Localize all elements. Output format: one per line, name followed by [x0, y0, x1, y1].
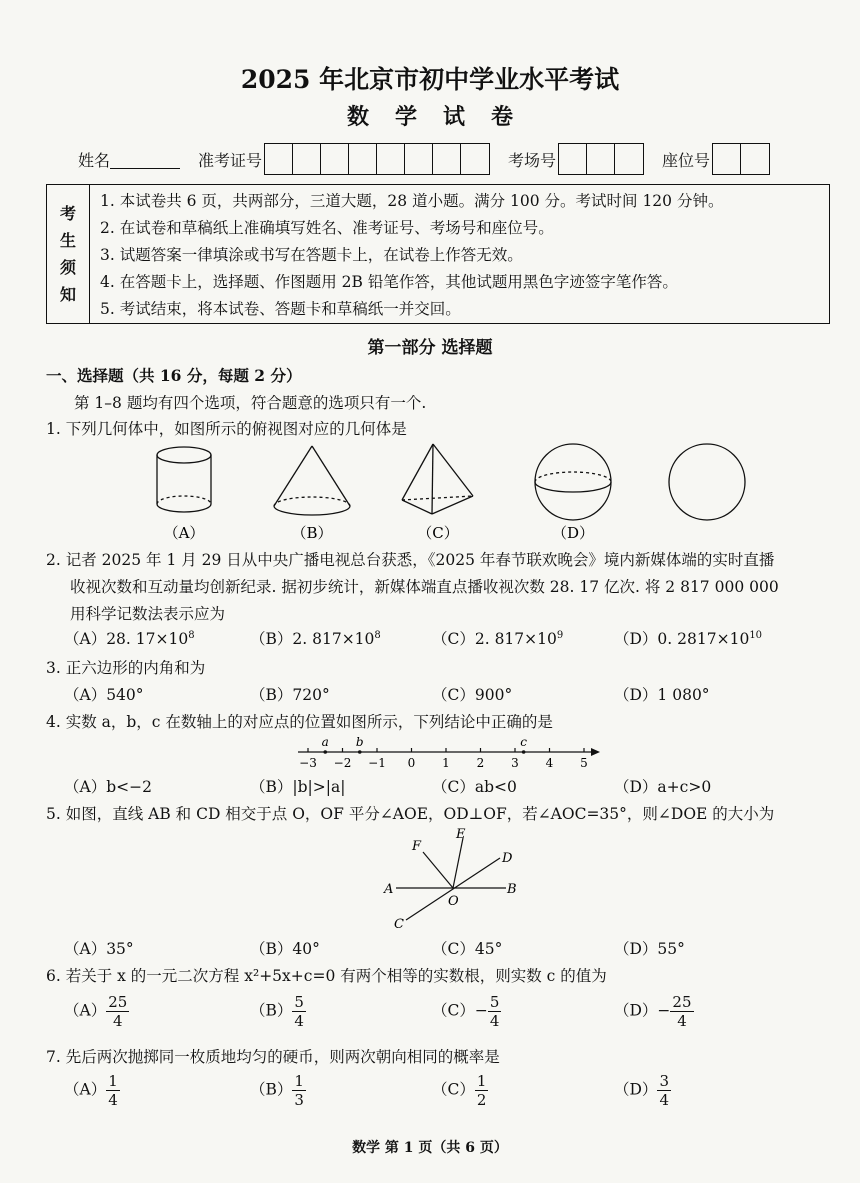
- label-d: D: [502, 851, 513, 866]
- room-label: 考场号: [508, 150, 557, 170]
- fraction: $\frac{25}{4}$: [672, 993, 692, 1030]
- label-f: F: [412, 839, 422, 854]
- question-4-option-a[interactable]: （A）b<−2: [64, 778, 152, 796]
- question-2-option-d[interactable]: （D）0. $2817\times 10^{10}$: [614, 629, 763, 648]
- sphere-figure: [535, 444, 611, 520]
- number-line-point-a: [323, 750, 327, 754]
- question-6-option-d[interactable]: （D）− $\frac{25}{4}$: [614, 993, 692, 1030]
- question-3-option-b[interactable]: （B）720°: [250, 686, 330, 704]
- ray-oe: [453, 838, 463, 888]
- number-line-arrow: [591, 748, 600, 756]
- question-3-option-d[interactable]: （D）1 080°: [614, 686, 710, 704]
- notice-label: 考 生 须 知: [47, 185, 90, 323]
- question-6-option-c[interactable]: （C）− $\frac{5}{4}$: [432, 993, 500, 1030]
- candidate-info-row: [78, 142, 770, 176]
- question-4-option-d[interactable]: （D）a+c>0: [614, 778, 712, 796]
- question-3-text: 3. 正六边形的内角和为: [46, 659, 206, 677]
- question-3-option-a[interactable]: （A）540°: [64, 686, 144, 704]
- number-line-tick-label: 4: [545, 756, 554, 770]
- name-label: 姓名: [78, 150, 111, 170]
- question-7-option-c[interactable]: （C） $\frac{1}{2}$: [432, 1072, 487, 1109]
- notice-item: 4. 在答题卡上，选择题、作图题用 2B 铅笔作答，其他试题用黑色字迹签字笔作答。: [100, 273, 678, 291]
- question-4-option-b[interactable]: （B）|b|>|a|: [250, 778, 346, 796]
- question-5-option-b[interactable]: （B）40°: [250, 940, 320, 958]
- notice-item: 1. 本试卷共 6 页，共两部分，三道大题，28 道小题。满分 100 分。考试时间 120 分钟。: [100, 192, 724, 210]
- notice-item: 5. 考试结束，将本试卷、答题卡和草稿纸一并交回。: [100, 300, 461, 318]
- fraction: $\frac{1}{4}$: [108, 1072, 118, 1109]
- seat-label: 座位号: [662, 150, 711, 170]
- number-line-tick-label: 1: [442, 756, 450, 770]
- number-line-tick-label: 2: [476, 756, 485, 770]
- section-one-instruction: 第 1–8 题均有四个选项，符合题意的选项只有一个.: [74, 394, 427, 412]
- question-5-option-c[interactable]: （C）45°: [432, 940, 503, 958]
- option-a-label: （A）: [163, 524, 205, 542]
- label-e: E: [456, 827, 466, 842]
- exam-id-label: 准考证号: [198, 150, 263, 170]
- question-2-line-1: 2. 记者 2025 年 1 月 29 日从中央广播电视总台获悉，《2025 年春节联欢晚会》境内新媒体端的实时直播: [46, 551, 775, 569]
- question-4-text: 4. 实数 a，b，c 在数轴上的对应点的位置如图所示，下列结论中正确的是: [46, 713, 553, 731]
- question-3-option-c[interactable]: （C）900°: [432, 686, 513, 704]
- angle-figure: [378, 824, 538, 934]
- fraction: $\frac{1}{3}$: [294, 1072, 304, 1109]
- room-boxes[interactable]: [558, 143, 644, 175]
- notice-item: 3. 试题答案一律填涂或书写在答题卡上，在试卷上作答无效。: [100, 246, 523, 264]
- label-b: B: [507, 882, 517, 897]
- part-one-title: 第一部分 选择题: [367, 338, 493, 358]
- question-7-option-b[interactable]: （B） $\frac{1}{3}$: [250, 1072, 304, 1109]
- fraction: $\frac{3}{4}$: [659, 1072, 669, 1109]
- label-o: O: [448, 894, 459, 909]
- option-c-label: （C）: [417, 524, 459, 542]
- number-line-figure: [290, 734, 610, 776]
- cylinder-figure: [157, 447, 211, 512]
- section-one-heading: 一、选择题（共 16 分，每题 2 分）: [46, 366, 302, 385]
- question-1-text: 1. 下列几何体中，如图所示的俯视图对应的几何体是: [46, 420, 407, 438]
- question-6-text: 6. 若关于 x 的一元二次方程 x²+5x+c=0 有两个相等的实数根，则实数 c 的值为: [46, 967, 607, 985]
- number-line-point-b: [358, 750, 362, 754]
- number-line-tick-label: 0: [407, 756, 416, 770]
- question-2-line-2: 收视次数和互动量均创新纪录. 据初步统计，新媒体端直点播收视次数 28. 17 亿次. 将 2 817 000 000: [70, 578, 779, 596]
- notice-item: 2. 在试卷和草稿纸上准确填写姓名、准考证号、考场号和座位号。: [100, 219, 554, 237]
- question-2-option-b[interactable]: （B）2. $817\times 10^8$: [250, 629, 381, 648]
- number-line-point-label: c: [520, 735, 527, 749]
- ray-of: [423, 852, 453, 888]
- label-c: C: [394, 917, 404, 932]
- number-line-tick-label: −1: [368, 756, 386, 770]
- question-4-option-c[interactable]: （C）ab<0: [432, 778, 517, 796]
- question-5-option-d[interactable]: （D）55°: [614, 940, 685, 958]
- top-view-circle: [669, 444, 745, 520]
- number-line-tick-label: −2: [333, 756, 352, 770]
- question-5-text: 5. 如图，直线 AB 和 CD 相交于点 O，OF 平分∠AOE，OD⊥OF，若∠AOC=35°，则∠DOE 的大小为: [46, 805, 775, 823]
- question-5-option-a[interactable]: （A）35°: [64, 940, 134, 958]
- cone-figure: [274, 446, 350, 515]
- fraction: $\frac{1}{2}$: [476, 1072, 487, 1109]
- fraction: $\frac{5}{4}$: [489, 993, 500, 1030]
- fraction: $\frac{5}{4}$: [294, 993, 304, 1030]
- question-2-line-3: 用科学记数法表示应为: [70, 605, 226, 623]
- exam-subtitle: 数学试卷: [346, 104, 539, 130]
- question-2-option-c[interactable]: （C）2. $817\times 10^9$: [432, 629, 564, 648]
- number-line-tick-label: 3: [511, 756, 519, 770]
- page-footer: 数学 第 1 页（共 6 页）: [352, 1140, 508, 1156]
- exam-id-boxes[interactable]: [264, 143, 490, 175]
- question-1-figures: [140, 440, 760, 544]
- seat-boxes[interactable]: [712, 143, 770, 175]
- question-6-option-b[interactable]: （B） $\frac{5}{4}$: [250, 993, 304, 1030]
- pyramid-figure: [402, 444, 473, 514]
- line-cd: [406, 858, 500, 920]
- candidate-notice-box: [46, 184, 830, 324]
- question-7-option-a[interactable]: （A） $\frac{1}{4}$: [64, 1072, 118, 1109]
- number-line-point-c: [522, 750, 526, 754]
- question-6-option-a[interactable]: （A） $\frac{25}{4}$: [64, 993, 128, 1030]
- question-7-option-d[interactable]: （D） $\frac{3}{4}$: [614, 1072, 669, 1109]
- number-line-tick-label: −3: [299, 756, 317, 770]
- exam-title: 2025 年北京市初中学业水平考试: [240, 65, 620, 94]
- question-7-text: 7. 先后两次抛掷同一枚质地均匀的硬币，则两次朝向相同的概率是: [46, 1048, 500, 1066]
- fraction: $\frac{25}{4}$: [108, 993, 128, 1030]
- number-line-point-label: b: [355, 735, 364, 749]
- notice-list: [90, 185, 829, 323]
- label-a: A: [384, 882, 394, 897]
- number-line-point-label: a: [321, 735, 329, 749]
- question-2-option-a[interactable]: （A）28. $17\times 10^8$: [64, 629, 195, 648]
- option-d-label: （D）: [551, 524, 595, 542]
- option-b-label: （B）: [291, 524, 333, 542]
- number-line-tick-label: 5: [580, 756, 588, 770]
- name-field[interactable]: [110, 150, 180, 169]
